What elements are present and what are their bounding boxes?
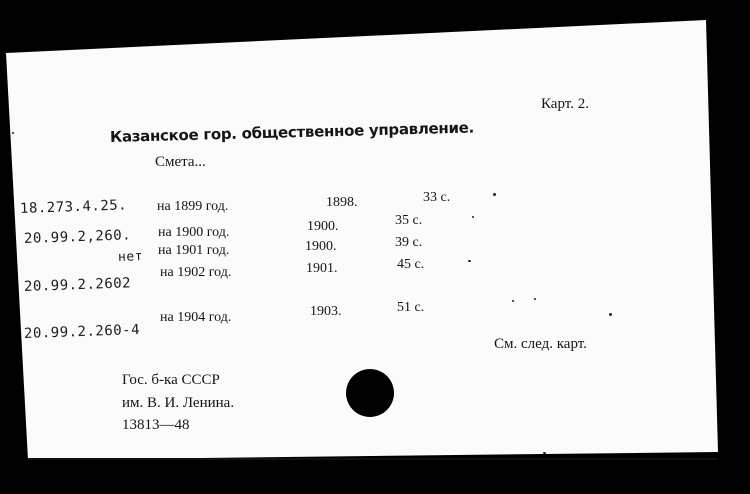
dust-speck bbox=[534, 298, 536, 300]
card-number: Карт. 2. bbox=[541, 96, 589, 112]
stamp-line-1: Гос. б-ка СССР bbox=[122, 372, 220, 388]
entry-shelfmark: нет bbox=[117, 249, 144, 265]
entry-shelfmark: 20.99.2.2602 bbox=[23, 275, 132, 295]
entry-shelfmark: 20.99.2.260-4 bbox=[23, 321, 141, 342]
entry-pages: 45 с. bbox=[397, 257, 425, 272]
dust-speck bbox=[468, 260, 471, 262]
dust-speck bbox=[493, 193, 496, 196]
punch-hole bbox=[346, 369, 394, 417]
document-subtitle: Смета... bbox=[155, 154, 206, 170]
entry-label: на 1900 год. bbox=[158, 225, 230, 240]
stamp-line-3: 13813—48 bbox=[122, 417, 190, 433]
entry-pages: 51 с. bbox=[397, 300, 425, 315]
dust-speck bbox=[543, 452, 546, 454]
entry-year: 1900. bbox=[307, 219, 339, 234]
entry-pages: 33 с. bbox=[423, 190, 451, 205]
entry-label: на 1902 год. bbox=[160, 265, 232, 280]
dust-speck bbox=[12, 132, 14, 134]
entry-shelfmark: 20.99.2,260. bbox=[23, 227, 132, 247]
entry-pages: 35 с. bbox=[395, 213, 423, 228]
stamp-line-2: им. В. И. Ленина. bbox=[122, 395, 235, 411]
entry-label: на 1901 год. bbox=[158, 243, 230, 258]
entry-year: 1898. bbox=[326, 195, 358, 210]
institution-heading: Казанское гор. общественное управление. bbox=[109, 118, 475, 146]
dust-speck bbox=[609, 313, 612, 316]
entry-year: 1903. bbox=[310, 304, 342, 319]
dust-speck bbox=[512, 300, 514, 302]
card-bottom-edge bbox=[28, 458, 718, 460]
entry-label: на 1904 год. bbox=[160, 310, 232, 325]
entry-year: 1901. bbox=[306, 261, 338, 276]
continued-note: См. след. карт. bbox=[494, 336, 587, 352]
entry-label: на 1899 год. bbox=[157, 199, 229, 214]
dust-speck bbox=[472, 216, 474, 218]
entry-shelfmark: 18.273.4.25. bbox=[19, 197, 128, 217]
entry-year: 1900. bbox=[305, 239, 337, 254]
entry-pages: 39 с. bbox=[395, 235, 423, 250]
card-right-edge bbox=[718, 20, 750, 494]
